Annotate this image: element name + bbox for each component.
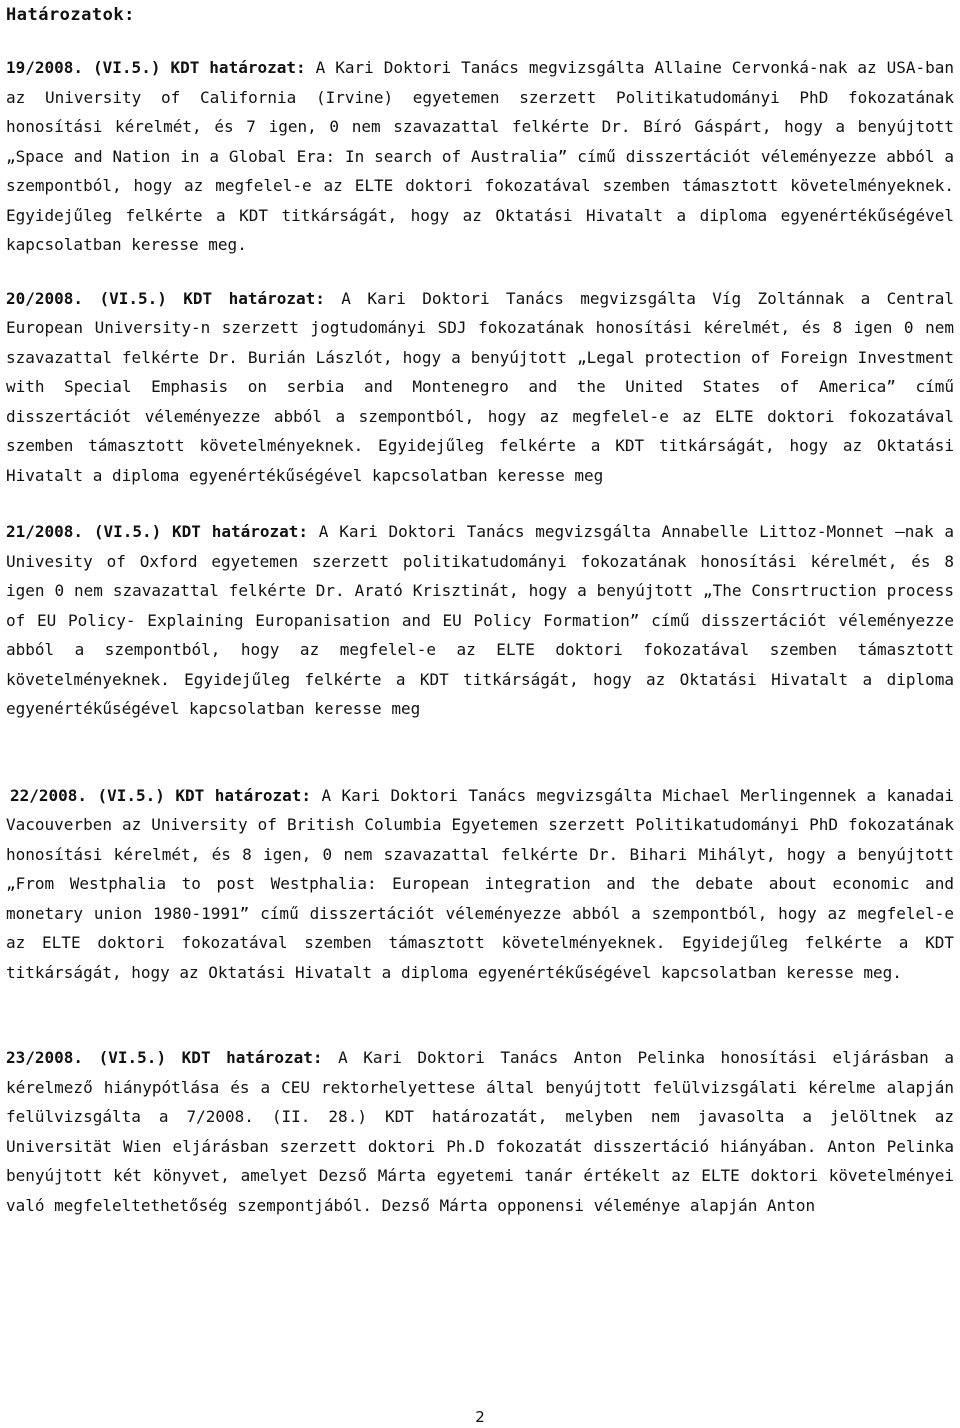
- resolution-number: 22/2008. (VI.5.): [10, 785, 165, 805]
- resolution-21: [6, 517, 954, 724]
- resolution-label: KDT határozat:: [181, 1048, 323, 1067]
- resolution-label: KDT határozat:: [170, 58, 306, 77]
- resolution-label: KDT határozat:: [172, 522, 309, 541]
- resolution-text: A Kari Doktori Tanács Anton Pelinka honosítási eljárásban a kérelmező hiánypótlása és a CEU rektorhelyettese által benyújtott felülvizsgálati kérelme alapján felülvizsgálta a 7/2008. (II. 28.) KDT határozatát, melyben nem javasolta a jelöltnek az Universität Wien eljárásban szerzett doktori Ph.D fokozatát disszertáció hiányában. Anton Pelinka benyújtott két könyvet, amelyet Dezső Márta egyetemi tanár értékelt az ELTE doktori követelményei való megfeleltethetőség szempontjából. Dezső Márta opponensi véleménye alapján Anton: [6, 1048, 955, 1215]
- resolution-22: [6, 781, 954, 988]
- resolution-number: 20/2008. (VI.5.): [6, 288, 167, 308]
- page-heading: Határozatok:: [6, 5, 135, 25]
- resolution-20: [6, 284, 954, 491]
- resolution-text: A Kari Doktori Tanács megvizsgálta Michael Merlingennek a kanadai Vacouverben az University of British Columbia Egyetemen szerzett Politikatudományi PhD fokozatának honosítási kérelmét, és 8 igen, 0 nem szavazattal felkérte Dr. Bihari Mihályt, hogy a benyújtott „From Westphalia to post Westphalia: European integration and the debate about economic and monetary union 1980-1991” című disszertációt véleményezze abból a szempontból, hogy az megfelel-e az ELTE doktori fokozatával szemben támasztott követelményeknek. Egyidejűleg felkérte a KDT titkárságát, hogy az Oktatási Hivatalt a diploma egyenértékűségével kapcsolatban keresse meg.: [6, 785, 955, 982]
- resolution-19: [6, 53, 954, 260]
- resolution-label: KDT határozat:: [175, 785, 312, 805]
- resolution-number: 21/2008. (VI.5.): [6, 522, 162, 541]
- resolution-23: [6, 1043, 954, 1220]
- resolution-number: 23/2008. (VI.5.): [6, 1048, 167, 1067]
- page-number: 2: [475, 1408, 485, 1426]
- resolution-text: A Kari Doktori Tanács megvizsgálta Víg Zoltánnak a Central European University-n szerzett jogtudományi SDJ fokozatának honosítási kérelmét, és 8 igen 0 nem szavazattal felkérte Dr. Burián Lászlót, hogy a benyújtott „Legal protection of Foreign Investment with Special Emphasis on serbia and Montenegro and the United States of America” című disszertációt véleményezze abból a szempontból, hogy az megfelel-e az ELTE doktori fokozatával szemben támasztott követelményeknek. Egyidejűleg felkérte a KDT titkárságát, hogy az Oktatási Hivatalt a diploma egyenértékűségével kapcsolatban keresse meg: [6, 288, 955, 485]
- resolution-number: 19/2008. (VI.5.): [6, 58, 161, 77]
- resolution-text: A Kari Doktori Tanács megvizsgálta Annabelle Littoz-Monnet –nak a Univesity of Oxford egyetemen szerzett politikatudományi fokozatának honosítási kérelmét, és 8 igen 0 nem szavazattal felkérte Dr. Arató Krisztinát, hogy a benyújtott „The Consrtruction process of EU Policy- Explaining Europanisation and EU Policy Formation” című disszertációt véleményezze abból a szempontból, hogy az megfelel-e az ELTE doktori fokozatával szemben támasztott követelményeknek. Egyidejűleg felkérte a KDT titkárságát, hogy az Oktatási Hivatalt a diploma egyenértékűségével kapcsolatban keresse meg: [6, 522, 954, 718]
- resolution-label: KDT határozat:: [183, 288, 325, 308]
- resolution-text: A Kari Doktori Tanács megvizsgálta Allaine Cervonká-nak az USA-ban az University of California (Irvine) egyetemen szerzett Politikatudományi PhD fokozatának honosítási kérelmét, és 7 igen, 0 nem szavazattal felkérte Dr. Bíró Gáspárt, hogy a benyújtott „Space and Nation in a Global Era: In search of Australia” című disszertációt véleményezze abból a szempontból, hogy az megfelel-e az ELTE doktori fokozatával szemben támasztott követelményeknek. Egyidejűleg felkérte a KDT titkárságát, hogy az Oktatási Hivatalt a diploma egyenértékűségével kapcsolatban keresse meg.: [6, 58, 955, 254]
